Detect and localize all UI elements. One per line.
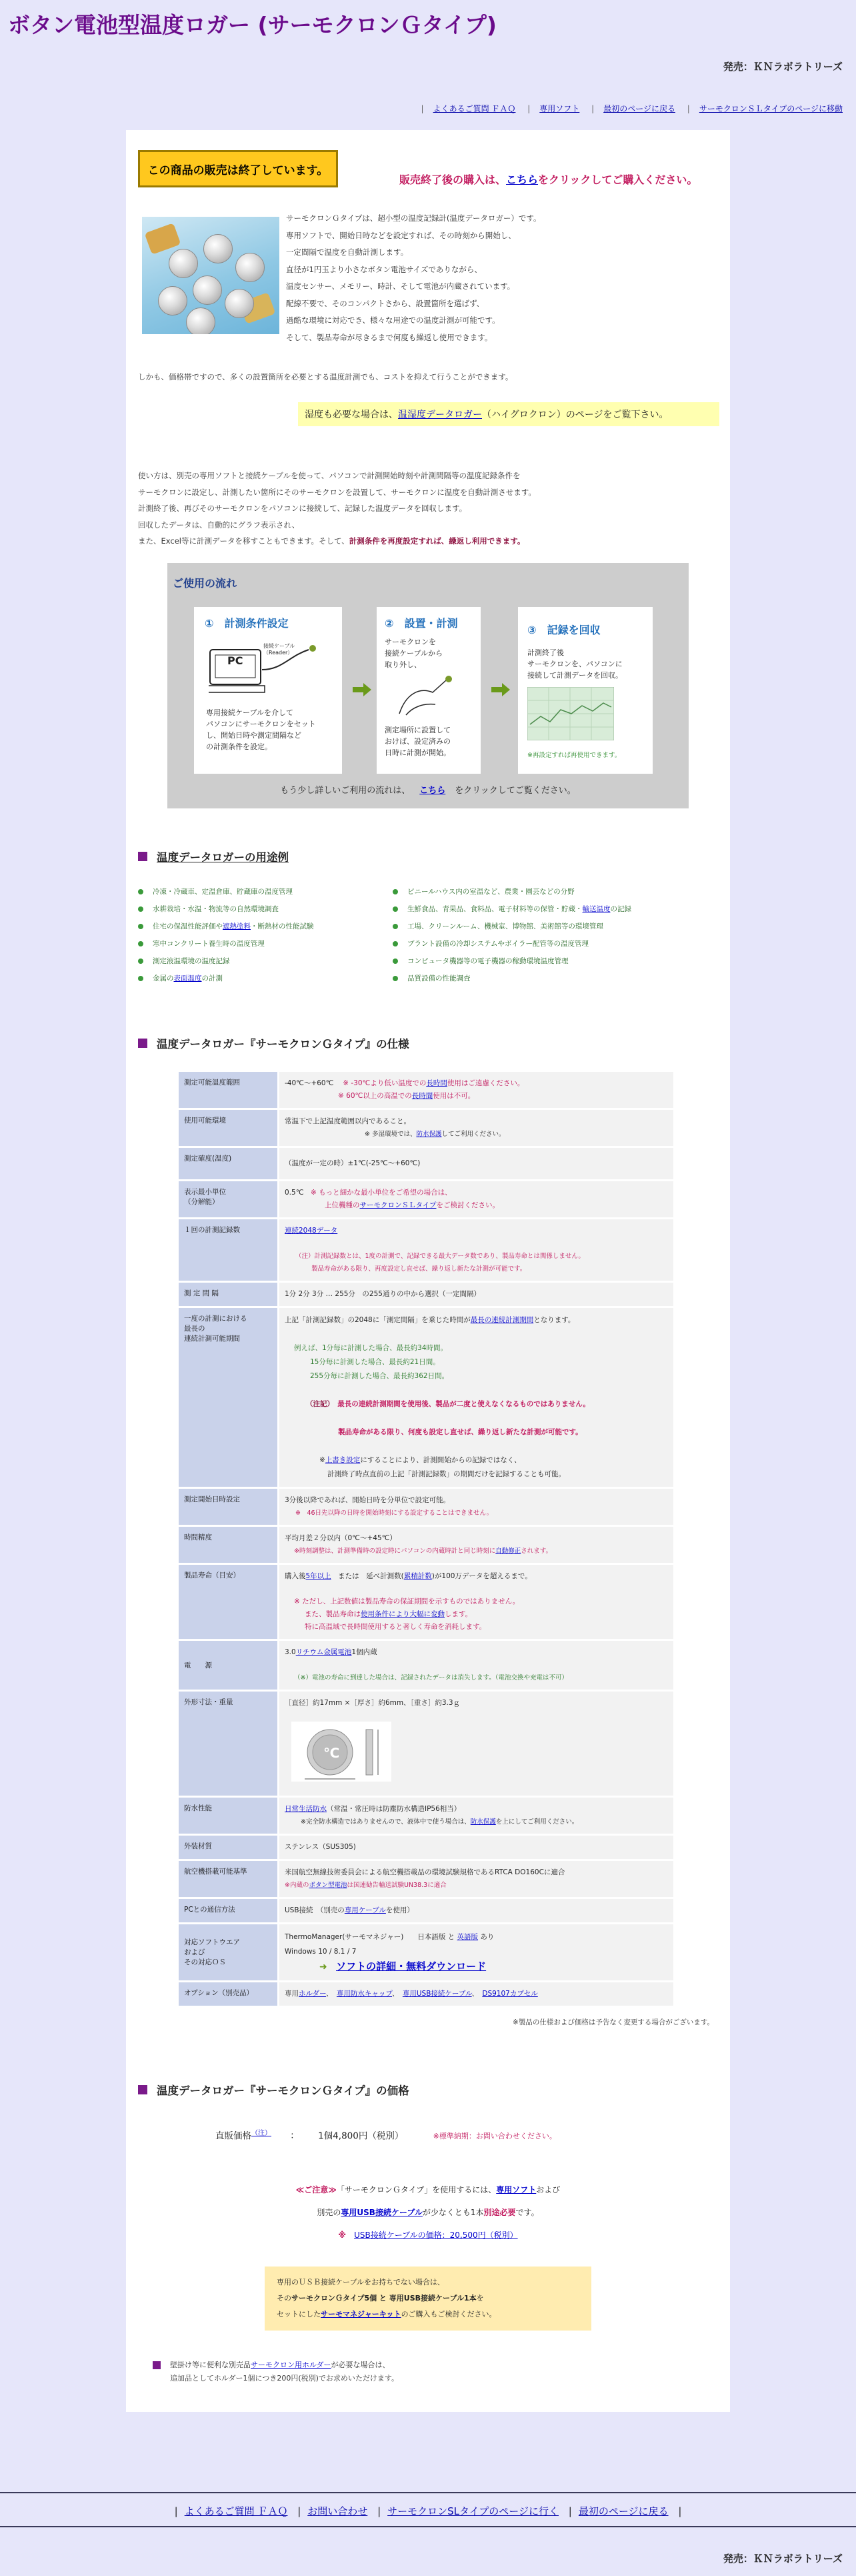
section-bullet-icon [138, 2085, 147, 2094]
thermomanager-kit-link[interactable]: サーモマネジャーキット [321, 2310, 401, 2319]
english-version-link[interactable]: 英語版 [457, 1932, 479, 1941]
transport-temp-link[interactable]: 輸送温度 [582, 905, 611, 913]
publisher-footer-label: 発売：ＫＮラボラトリーズ [723, 2553, 843, 2565]
flow-step-collect: ③ 記録を回収 計測終了後 サーモクロンを、パソコンに 接続して計測データを回収。 ※再設定すれば再使用できます。 [518, 607, 653, 774]
flow-step-setup: ① 計測条件設定 PC 接続ケーブル （Reader） 専用接続ケーブルを介して パソコンにサーモクロンをセット し、開始日時や測定間隔など の計測条件を設定。 [194, 607, 342, 774]
dedicated-cable-link[interactable]: 専用ケーブル [344, 1906, 386, 1914]
table-row: オプション（別売品） 専用ホルダー、 専用防水キャップ、 専用USB接続ケーブル、 DS9107カプセル [179, 1982, 673, 2006]
nav-sl-type-link[interactable]: サーモクロンＳＬタイプのページに移動 [699, 104, 843, 113]
list-item: 品質設備の性能調査 [393, 970, 633, 987]
list-item: 生鮮食品、青果品、食料品、電子材料等の保管・貯蔵・ 輸送温度 の記録 [393, 900, 633, 918]
price-note-link[interactable]: （注） [251, 2129, 271, 2137]
surface-temp-link[interactable]: 表面温度 [173, 975, 202, 983]
bullet-icon [138, 924, 143, 929]
bullet-icon [393, 941, 398, 946]
daily-waterproof-link[interactable]: 日常生活防水 [285, 1804, 327, 1813]
discontinued-row [126, 146, 730, 199]
cable-label: 接続ケーブル （Reader） [263, 642, 295, 656]
discontinued-purchase-text: 販売終了後の購入は、こちらをクリックしてご購入ください。 [399, 173, 698, 186]
list-item: 工場、クリーンルーム、機械室、博物館、美術館等の環境管理 [393, 918, 633, 935]
flow-more-link[interactable]: こちら [419, 785, 446, 796]
table-row: 表示最小単位 （分解能） 0.5℃ ※ もっと細かな最小単位をご希望の場合は、 上位機種のサーモクロンＳＬタイプをご検討ください。 [179, 1181, 673, 1217]
long-duration-link[interactable]: 長時間 [426, 1079, 447, 1087]
sl-type-link[interactable]: サーモクロンＳＬタイプ [359, 1201, 437, 1209]
table-row: 測定可能温度範囲 -40℃〜+60℃ ※ -30℃より低い温度での長時間使用はご遠慮ください。 ※ 60℃以上の高温での長時間使用は不可。 [179, 1072, 673, 1108]
usb-cable-link[interactable]: 専用USB接続ケーブル [341, 2208, 423, 2217]
thermochron-coin-image [235, 253, 265, 282]
flow-step-install: ② 設置・計測 サーモクロンを 接続ケーブルから 取り外し、 測定場所に設置して おけば、設定済みの 日時に計測が開始。 [377, 607, 481, 774]
nav-faq-link[interactable]: よくあるご質問 ＦＡＱ [433, 104, 516, 113]
table-row: 測定確度(温度) （温度が一定の時）±1℃(-25℃〜+60℃) [179, 1148, 673, 1179]
section-bullet-icon [138, 852, 147, 861]
bullet-icon [138, 941, 143, 946]
list-item: 冷凍・冷蔵車、定温倉庫、貯蔵庫の温度管理 [138, 883, 378, 900]
list-item: 住宅の保温性能評価や 遮熱塗料 ・断熱材の性能試験 [138, 918, 378, 935]
table-row: 測 定 間 隔 1分 2分 3分 … 255分 の255通りの中から選択（一定間隔） [179, 1283, 673, 1306]
list-item: 測定液温環境の温度記録 [138, 952, 378, 970]
table-row: 時間精度 平均月差２分以内（0℃〜+45℃） ※時刻調整は、計測準備時の設定時にパソコンの内蔵時計と同じ時刻に自動修正されます。 [179, 1527, 673, 1563]
list-item: コンピュータ機器等の電子機器の稼動環境温度管理 [393, 952, 633, 970]
table-row: 測定開始日時設定 3分後以降であれば、開始日時を分単位で設定可能。 ※ 46日先以降の日時を開始時刻にする設定することはできません。 [179, 1489, 673, 1525]
price-value: 1個4,800円（税別） [318, 2130, 404, 2141]
thermochron-coin-image [193, 275, 222, 305]
table-row: 外装材質 ステンレス（SUS305) [179, 1836, 673, 1859]
main-content [126, 130, 730, 2412]
table-row: 電 源 3.0リチウム金属電池1個内蔵 （※）電池の寿命に到達した場合は、記録されたデータは消失します。（電池交換や充電は不可） [179, 1641, 673, 1690]
bullet-icon [138, 889, 143, 894]
list-item: ビニールハウス内の室温など、農業・園芸などの分野 [393, 883, 633, 900]
thermochron-coin-image [203, 234, 233, 263]
intro-section [126, 199, 730, 366]
price-row: 直販価格$^{(注)}$ ： 1個4,800円（税別） ※標準納期：お問い合わせください。 [215, 2129, 557, 2141]
waterproof-link[interactable]: 防水保護 [416, 1130, 442, 1138]
humidity-logger-link[interactable]: 温湿度データロガー [398, 410, 482, 420]
uses-list [138, 883, 730, 987]
nav-home-link[interactable]: 最初のページに戻る [603, 104, 675, 113]
top-navigation: | よくあるご質問 ＦＡＱ | 専用ソフト | 最初のページに戻る | サーモクロンＳＬタイプのページに移動 [421, 104, 843, 113]
table-row: 使用可能環境 常温下で上記温度範囲以内であること。 ※ 多湿環境では、防水保護してご利用ください。 [179, 1110, 673, 1146]
thermochron-coin-image [169, 249, 198, 278]
lithium-battery-link[interactable]: リチウム金属電池 [295, 1648, 352, 1656]
thermochron-coin-image [158, 286, 187, 315]
price-section-title: 温度データロガー『サーモクロンＧタイプ』の価格 [138, 2082, 730, 2098]
dimension-diagram-icon [291, 1722, 391, 1782]
section-bullet-icon [153, 2361, 161, 2369]
table-row: 外形寸法・重量 ［直径］約17mm ×［厚さ］約6mm、［重さ］約3.3ｇ ℃ [179, 1692, 673, 1796]
flow-arrow-icon [353, 683, 371, 696]
list-item: 金属の 表面温度 の計測 [138, 970, 378, 987]
continuous-data-link[interactable]: 連続2048データ [285, 1226, 338, 1235]
table-row: 対応ソフトウエア および その対応ＯＳ ThermoManager(サーモマネジャー) 日本語版 と 英語版 あり Windows 10 / 8.1 / 7 ➜ ソフトの詳細・無料ダウンロード [179, 1924, 673, 1980]
usb-cable-price-link[interactable]: USB接続ケーブルの価格：20,500円（税別） [354, 2230, 518, 2240]
uses-section-title: 温度データロガーの用途例 [138, 848, 730, 864]
bullet-icon [138, 976, 143, 981]
intro-description: サーモクロンＧタイプは、超小型の温度記録計(温度データロガー）です。 専用ソフトで、開始日時などを設定すれば、その時刻から開始し、 一定間隔で温度を自動計測します。 直径が1円玉より小さなボタン電池サイズでありながら、 温度センサー、メモリー、時計、そして電池が内蔵されています。 配線不要で、そのコンパクトさから、設置箇所を選ばず、 過酷な環境に対応でき、様々な用途での温度計測が可能です。 そして、製品寿命が尽きるまで何度も繰返し使用できます。 [286, 213, 541, 342]
footer-contact-link[interactable]: お問い合わせ [307, 2505, 368, 2517]
button-battery-link[interactable]: ボタン型電池 [309, 1881, 347, 1889]
usage-flow-title: ご使用の流れ [173, 576, 237, 590]
table-row: 一度の計測における 最長の 連続計測可能期間 上記「計測記録数」の2048に「測定間隔」を乗じた時間が最長の連続計測期間となります。 例えば、1分毎に計測した場合、最長約34時間。 15分毎に計測した場合、最長約21日間。 255分毎に計測した場合、最長約362日間。 （注記） 最長の連続計測期間を使用後、製品が二度と使えなくなるものではありません。 製品寿命がある限り、何度も設定し直せば、繰り返し新たな計測が可能です。 ※上書き設定にすることにより、計測開始からの記録ではなく、 計測終了時点直前の上記「計測記録数」の期間だけを記録することも可能。 [179, 1308, 673, 1487]
table-row: 製品寿命（目安） 購入後5年以上 または 延べ計測数(累積計数)が100万データを超えるまで。 ※ ただし、上記数値は製品寿命の保証期間を示すものではありません。 また、製品寿命は使用条件により大幅に変動します。 特に高温域で長時間使用すると著しく寿命を消耗します。 [179, 1565, 673, 1639]
bullet-icon [393, 958, 398, 964]
holder-option-link[interactable]: ホルダー [299, 1989, 327, 1998]
usage-flow-panel [167, 563, 689, 808]
pc-label: PC [227, 654, 243, 667]
auto-correct-link[interactable]: 自動修正 [495, 1547, 521, 1555]
data-graph-illustration [527, 687, 614, 740]
five-years-link[interactable]: 5年以上 [305, 1571, 331, 1580]
product-photo [142, 217, 279, 334]
nav-software-link[interactable]: 専用ソフト [539, 104, 580, 113]
bullet-icon [393, 889, 398, 894]
publisher-label: 発売：ＫＮラボラトリーズ [723, 61, 843, 73]
usage-conditions-link[interactable]: 使用条件により大幅に変動 [361, 1609, 445, 1618]
ds9107-capsule-option-link[interactable]: DS9107カプセル [482, 1989, 538, 1998]
footer-sl-type-link[interactable]: サーモクロンSLタイプのページに行く [387, 2505, 559, 2517]
holder-link[interactable]: サーモクロン用ホルダー [251, 2361, 331, 2369]
overwrite-setting-link[interactable]: 上書き設定 [325, 1455, 361, 1464]
page-title: ボタン電池型温度ロガー (サーモクロンＧタイプ) [8, 12, 497, 38]
puzzle-piece-image [145, 223, 181, 255]
usage-description: 使い方は、別売の専用ソフトと接続ケーブルを使って、パソコンで計測開始時刻や計測間隔等の温度記録条件を サーモクロンに設定し、計測したい箇所にそのサーモクロンを設置して、サーモクロンに温度を自動計測させます。 計測終了後、再びそのサーモクロンをパソコンに接続して、記録した温度データを回収します。 回収したデータは、自動的にグラフ表示され、 また、Excel等に計測データを移すこともできます。そして、計測条件を再度設定すれば、繰返し利用できます。 [138, 471, 536, 546]
waterproof-link[interactable]: 防水保護 [470, 1818, 496, 1826]
purchase-here-link[interactable]: こちら [506, 173, 539, 186]
bottom-navigation: | よくあるご質問 ＦＡＱ | お問い合わせ | サーモクロンSLタイプのページに行く | 最初のページに戻る | [0, 2492, 856, 2527]
thermochron-coin-image [225, 289, 254, 318]
svg-text:℃: ℃ [323, 1744, 340, 1761]
long-duration-link[interactable]: 長時間 [411, 1091, 433, 1100]
bullet-icon [393, 976, 398, 981]
bullet-icon [138, 958, 143, 964]
discontinued-notice: この商品の販売は終了しています。 [138, 150, 338, 187]
table-row: 防水性能 日常生活防水（常温・常圧時は防塵防水構造IP56相当） ※完全防水構造ではありませんので、液体中で使う場合は、防水保護を上にしてご利用ください。 [179, 1798, 673, 1834]
spec-table [177, 1070, 675, 2008]
section-bullet-icon [138, 1039, 147, 1048]
bullet-icon [138, 906, 143, 912]
kit-recommendation-box: 専用のＵＳＢ接続ケーブルをお持ちでない場合は、 そのサーモクロンＧタイプ5個 と 専用USB接続ケーブル1本を セットにしたサーモマネジャーキットのご購入もご検討ください。 [265, 2267, 591, 2331]
list-item: 水耕栽培・水温・物流等の自然環境調査 [138, 900, 378, 918]
list-item: 寒中コンクリート養生時の温度管理 [138, 935, 378, 952]
hand-install-illustration [393, 674, 459, 720]
usb-cable-option-link[interactable]: 専用USB接続ケーブル [402, 1989, 472, 1998]
software-download-link[interactable]: ソフトの詳細・無料ダウンロード [336, 1960, 487, 1972]
holder-note: 壁掛け等に便利な別売品サーモクロン用ホルダーが必要な場合は、 追加品としてホルダー1個につき200円(税別)でお求めいただけます。 [153, 2359, 730, 2385]
download-arrow-icon: ➜ [319, 1961, 327, 1972]
max-period-link[interactable]: 最長の連続計測期間 [470, 1315, 534, 1324]
table-row: PCとの通信方法 USB接続 （別売の専用ケーブルを使用） [179, 1899, 673, 1922]
bullet-icon [393, 906, 398, 912]
footer-faq-link[interactable]: よくあるご質問 ＦＡＱ [184, 2505, 288, 2517]
bullet-icon [393, 924, 398, 929]
table-row: １回の計測記録数 連続2048データ （注）計測記録数とは、1度の計測で、記録できる最大データ数であり、製品寿命とは関係しません。 製品寿命がある限り、再度設定し直せば、繰り返し新たな計測が可能です。 [179, 1219, 673, 1281]
table-row: 航空機搭載可能基準 米国航空無線技術委員会による航空機搭載品の環境試験規格であるRTCA DO160Cに適合 ※内蔵のボタン型電池は国連勧告輸送試験UN38.3に適合 [179, 1861, 673, 1897]
flow-more-text: もう少し詳しいご利用の流れは、 こちら をクリックしてご覧ください。 [280, 785, 576, 796]
humidity-logger-band: 湿度も必要な場合は、温湿度データロガー（ハイグロクロン）のページをご覧下さい。 [298, 402, 719, 426]
spec-change-note: ※製品の仕様および価格は予告なく変更する場合がございます。 [513, 2018, 714, 2026]
caution-block: ≪ご注意≫「サーモクロンＧタイプ」を使用するには、専用ソフトおよび 別売の専用USB接続ケーブルが少なくとも1本別途必要です。 ※ USB接続ケーブルの価格：20,500円（税別） [295, 2185, 561, 2240]
footer-home-link[interactable]: 最初のページに戻る [578, 2505, 669, 2517]
waterproof-cap-option-link[interactable]: 専用防水キャップ [336, 1989, 393, 1998]
thermochron-coin-image [186, 307, 215, 334]
flow-arrow-icon [491, 683, 510, 696]
list-item: プラント設備の冷却システムやボイラー配管等の温度管理 [393, 935, 633, 952]
cumulative-count-link[interactable]: 累積計数 [403, 1571, 432, 1580]
dedicated-software-link[interactable]: 専用ソフト [496, 2185, 537, 2194]
spec-section-title: 温度データロガー『サーモクロンＧタイプ』の仕様 [138, 1035, 730, 1051]
thermal-paint-link[interactable]: 遮熱塗料 [223, 922, 251, 930]
intro-cost-text: しかも、価格帯ですので、多くの設置箇所を必要とする温度計測でも、コストを抑えて行うことができます。 [138, 372, 513, 382]
